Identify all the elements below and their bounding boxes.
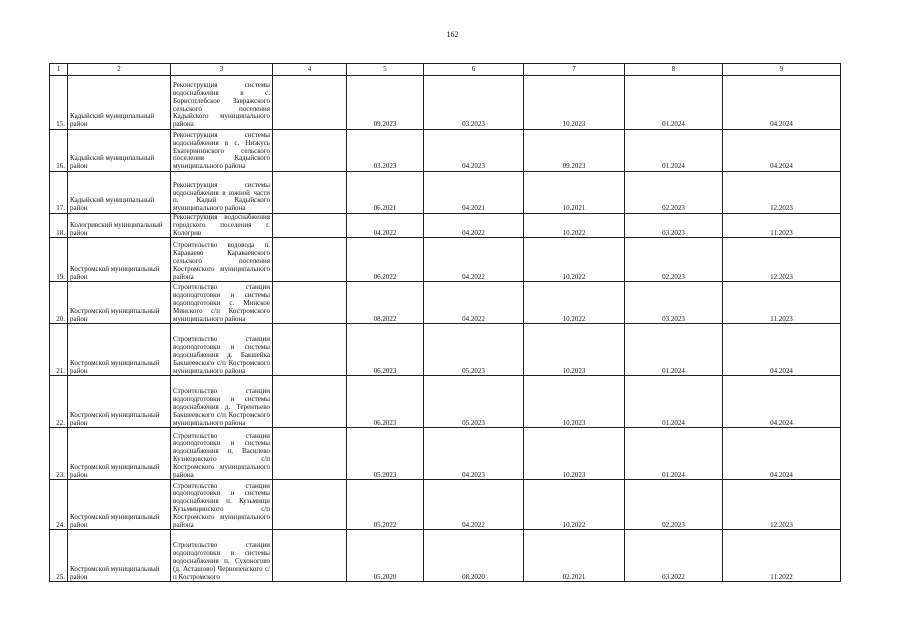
table-row [50, 76, 841, 130]
table-row [50, 376, 841, 428]
column-header: 8 [625, 64, 723, 76]
date-cell: 04.2022 [424, 214, 524, 238]
district-cell: Костромской муниципальный район [68, 530, 171, 582]
column-header: 1 [50, 64, 68, 76]
date-cell: 03.2023 [625, 214, 723, 238]
district-cell: Кологривский муниципальный район [68, 214, 171, 238]
table-row [50, 130, 841, 172]
district-cell: Кадыйский муниципальный район [68, 172, 171, 214]
date-cell: 05.2023 [347, 428, 424, 480]
date-cell: 04.2023 [424, 428, 524, 480]
date-cell: 11.2022 [723, 530, 841, 582]
date-cell: 10.2022 [524, 214, 625, 238]
table-row [50, 428, 841, 480]
empty-cell [273, 324, 347, 376]
date-cell: 02.2023 [625, 238, 723, 282]
date-cell: 10.2022 [524, 238, 625, 282]
date-cell: 05.2023 [424, 324, 524, 376]
empty-cell [273, 282, 347, 324]
empty-cell [273, 376, 347, 428]
empty-cell [273, 480, 347, 530]
table-row [50, 530, 841, 582]
date-cell: 01.2024 [625, 376, 723, 428]
project-description-cell: Строительство станции водоподготовки и системы водоснабжения д. Терентьево Бакшеевского с/п Костромского муниципального района [171, 376, 273, 428]
page-number: 162 [446, 30, 459, 39]
district-cell: Кадыйский муниципальный район [68, 76, 171, 130]
date-cell: 04.2022 [424, 238, 524, 282]
date-cell: 01.2024 [625, 130, 723, 172]
date-cell: 02.2023 [625, 480, 723, 530]
district-cell: Костромской муниципальный район [68, 238, 171, 282]
district-cell: Костромской муниципальный район [68, 480, 171, 530]
column-header: 9 [723, 64, 841, 76]
table-row [50, 324, 841, 376]
date-cell: 01.2024 [625, 428, 723, 480]
date-cell: 06.2023 [347, 324, 424, 376]
empty-cell [273, 530, 347, 582]
row-number: 21. [50, 324, 68, 376]
row-number: 15. [50, 76, 68, 130]
date-cell: 02.2023 [625, 172, 723, 214]
date-cell: 12.2023 [723, 238, 841, 282]
date-cell: 04.2024 [723, 76, 841, 130]
date-cell: 11.2023 [723, 214, 841, 238]
date-cell: 05.2020 [347, 530, 424, 582]
project-description-cell: Реконструкция водоснабжения городского поселения г. Кологрив [171, 214, 273, 238]
column-header: 2 [68, 64, 171, 76]
projects-table [49, 63, 841, 582]
project-description-cell: Строительство станции водоподготовки и системы водоснабжения п. Сухоногово (д. Асташово) Чернопенского с/п Костромского [171, 530, 273, 582]
project-description-cell: Строительство водовода п. Караваево Караваевского сельского поселения Костромского муниципального района [171, 238, 273, 282]
date-cell: 09.2023 [347, 76, 424, 130]
district-cell: Костромской муниципальный район [68, 428, 171, 480]
date-cell: 09.2023 [524, 130, 625, 172]
table-row [50, 282, 841, 324]
table-row [50, 214, 841, 238]
date-cell: 01.2024 [625, 76, 723, 130]
date-cell: 03.2022 [625, 530, 723, 582]
date-cell: 04.2022 [424, 282, 524, 324]
column-header: 5 [347, 64, 424, 76]
district-cell: Костромской муниципальный район [68, 376, 171, 428]
date-cell: 10.2023 [524, 324, 625, 376]
project-description-cell: Реконструкция системы водоснабжения в южной части п. Кадый Кадыйского муниципального района [171, 172, 273, 214]
row-number: 17. [50, 172, 68, 214]
date-cell: 05.2022 [347, 480, 424, 530]
project-description-cell: Строительство станции водоподготовки и системы водоснабжения п. Кузьмищи Кузьмищинского с/п Костромского муниципального района [171, 480, 273, 530]
date-cell: 04.2024 [723, 324, 841, 376]
date-cell: 10.2023 [524, 428, 625, 480]
date-cell: 04.2024 [723, 428, 841, 480]
date-cell: 10.2023 [524, 76, 625, 130]
date-cell: 10.2022 [524, 282, 625, 324]
empty-cell [273, 238, 347, 282]
date-cell: 05.2023 [424, 376, 524, 428]
table-row [50, 172, 841, 214]
row-number: 24. [50, 480, 68, 530]
date-cell: 08.2020 [424, 530, 524, 582]
date-cell: 01.2024 [625, 324, 723, 376]
date-cell: 04.2023 [424, 130, 524, 172]
empty-cell [273, 214, 347, 238]
table-row [50, 238, 841, 282]
project-description-cell: Строительство станции водоподготовки и системы водоснабжения д. Бакшейка Бакшеевского с/п Костромского муниципального района [171, 324, 273, 376]
district-cell: Кадыйский муниципальный район [68, 130, 171, 172]
row-number: 20. [50, 282, 68, 324]
empty-cell [273, 76, 347, 130]
column-header: 7 [524, 64, 625, 76]
table-row [50, 480, 841, 530]
date-cell: 11.2023 [723, 282, 841, 324]
date-cell: 10.2021 [524, 172, 625, 214]
date-cell: 03.2023 [625, 282, 723, 324]
row-number: 16. [50, 130, 68, 172]
column-header: 3 [171, 64, 273, 76]
date-cell: 08.2022 [347, 282, 424, 324]
row-number: 19. [50, 238, 68, 282]
row-number: 22. [50, 376, 68, 428]
date-cell: 04.2022 [347, 214, 424, 238]
empty-cell [273, 428, 347, 480]
project-description-cell: Строительство станции водоподготовки и системы водоснабжения п. Василево Кузнецовского с/п Костромского муниципального района [171, 428, 273, 480]
date-cell: 03.2023 [424, 76, 524, 130]
date-cell: 10.2022 [524, 480, 625, 530]
district-cell: Костромской муниципальный район [68, 324, 171, 376]
date-cell: 06.2021 [347, 172, 424, 214]
column-header: 4 [273, 64, 347, 76]
column-header: 6 [424, 64, 524, 76]
date-cell: 06.2022 [347, 238, 424, 282]
date-cell: 06.2023 [347, 376, 424, 428]
project-description-cell: Реконструкция системы водоснабжения в с. Низкусь Екатерининского сельского поселения Кадыйского муниципального района [171, 130, 273, 172]
empty-cell [273, 130, 347, 172]
project-description-cell: Реконструкция системы водоснабжения в с. Борисоглебское Завражского сельского поселения Кадыйского муниципального района [171, 76, 273, 130]
date-cell: 04.2021 [424, 172, 524, 214]
date-cell: 12.2023 [723, 172, 841, 214]
district-cell: Костромской муниципальный район [68, 282, 171, 324]
date-cell: 04.2022 [424, 480, 524, 530]
empty-cell [273, 172, 347, 214]
date-cell: 10.2023 [524, 376, 625, 428]
row-number: 18. [50, 214, 68, 238]
project-description-cell: Строительство станции водоподготовки и системы водоподготовки с. Минское Минского с/п Костромского муниципального района [171, 282, 273, 324]
date-cell: 02.2021 [524, 530, 625, 582]
date-cell: 04.2024 [723, 376, 841, 428]
date-cell: 12.2023 [723, 480, 841, 530]
row-number: 25. [50, 530, 68, 582]
header-row [50, 64, 841, 76]
date-cell: 04.2024 [723, 130, 841, 172]
row-number: 23. [50, 428, 68, 480]
date-cell: 03.2023 [347, 130, 424, 172]
